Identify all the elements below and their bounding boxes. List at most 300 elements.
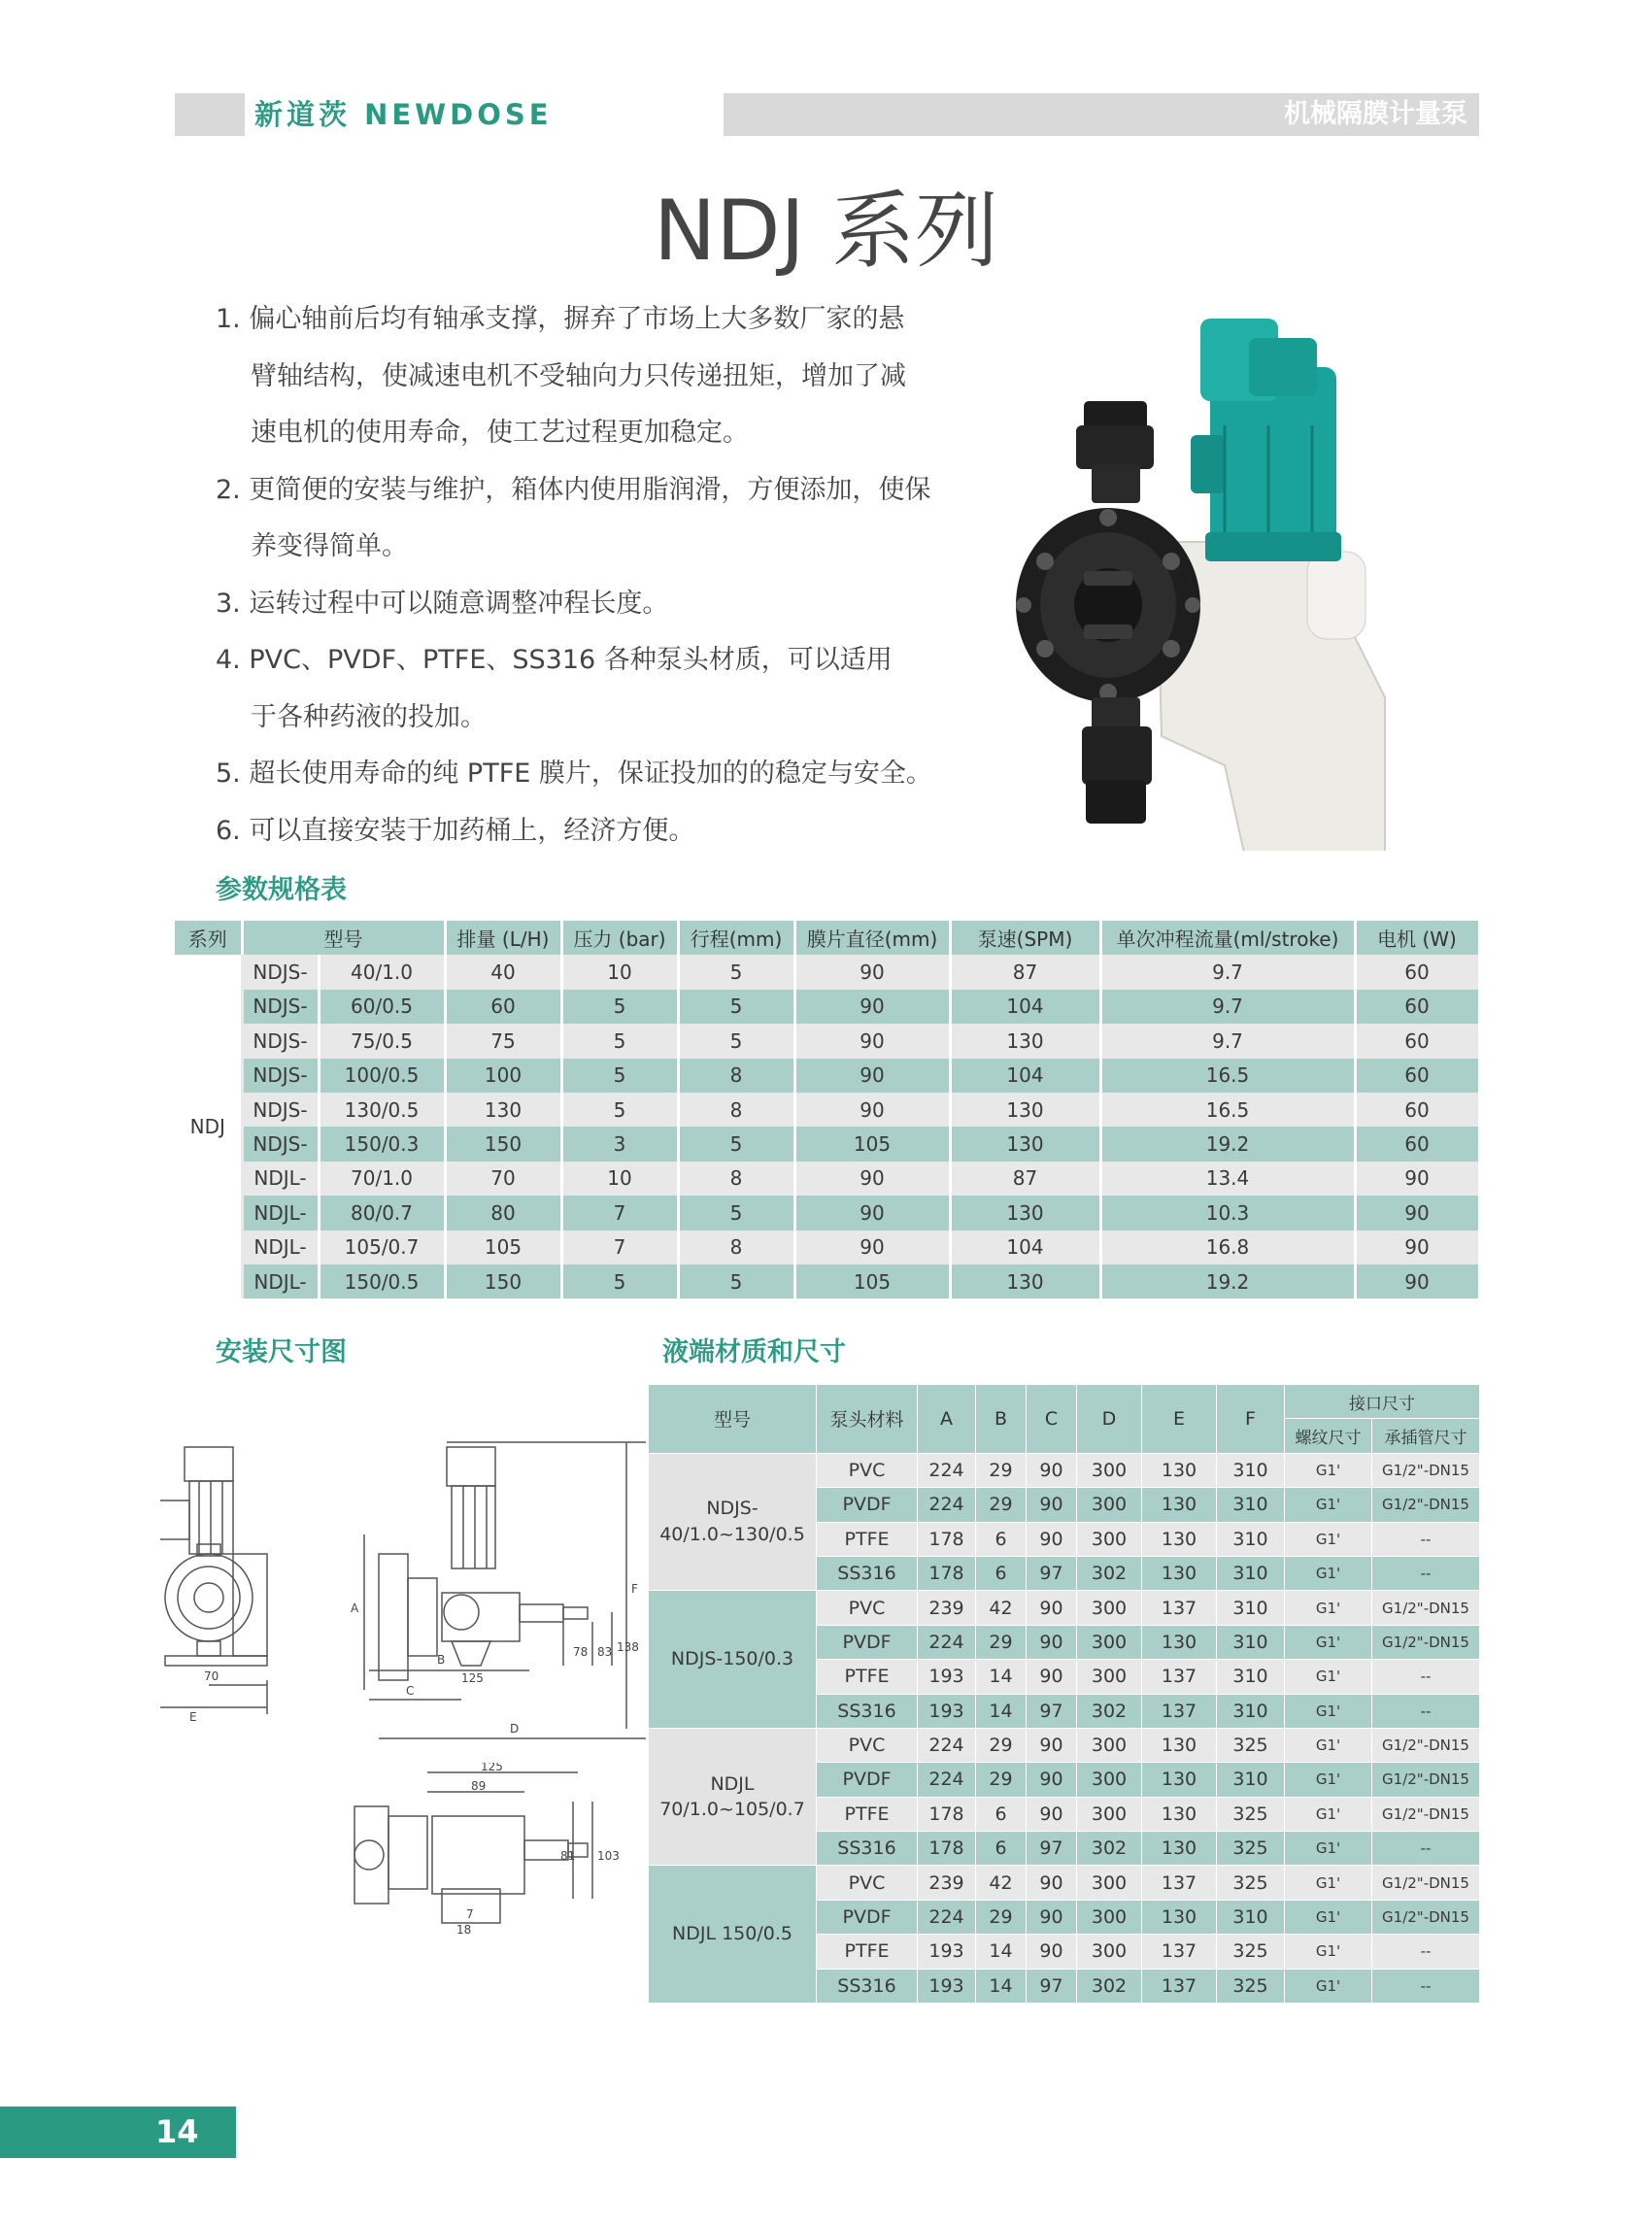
material-header-row [649, 1385, 1480, 1419]
spec-row [175, 955, 1479, 989]
table-cell: SS316 [817, 1556, 918, 1590]
table-cell: 29 [976, 1453, 1027, 1487]
table-cell: 105 [445, 1230, 561, 1264]
table-cell: 60 [1355, 1127, 1479, 1161]
table-cell: 137 [1142, 1660, 1217, 1694]
table-cell: 302 [1077, 1832, 1142, 1866]
table-cell: 150/0.5 [319, 1264, 445, 1298]
header-cell: D [1077, 1385, 1142, 1454]
table-cell: 90 [1027, 1728, 1077, 1762]
table-cell: 87 [950, 1162, 1100, 1196]
table-cell: 90 [1027, 1591, 1077, 1625]
table-cell: 137 [1142, 1866, 1217, 1900]
table-cell: 60 [445, 990, 561, 1024]
table-cell: 14 [976, 1660, 1027, 1694]
table-cell: 130 [1142, 1453, 1217, 1487]
table-cell: 90 [1027, 1797, 1077, 1831]
table-cell: 6 [976, 1522, 1027, 1556]
table-cell: 100 [445, 1059, 561, 1093]
feature-line: 5. 超长使用寿命的纯 PTFE 膜片，保证投加的的稳定与安全。 [216, 759, 932, 789]
header-cell: 压力 (bar) [561, 921, 678, 955]
model-cell: NDJL 150/0.5 [649, 1866, 817, 2004]
table-cell: -- [1372, 1556, 1480, 1590]
table-cell: 130 [1142, 1763, 1217, 1797]
table-cell: 90 [794, 1162, 950, 1196]
table-cell: 90 [794, 955, 950, 989]
header-cell: 承插管尺寸 [1372, 1419, 1480, 1453]
header-cell: 型号 [649, 1385, 817, 1454]
spec-heading: 参数规格表 [216, 875, 347, 905]
table-cell: 130 [1142, 1556, 1217, 1590]
header-cell: 螺纹尺寸 [1285, 1419, 1372, 1453]
table-cell: 302 [1077, 1694, 1142, 1728]
table-cell: G1' [1285, 1969, 1372, 2003]
table-cell: 60 [1355, 1024, 1479, 1058]
table-cell: -- [1372, 1832, 1480, 1866]
table-cell: 5 [561, 1059, 678, 1093]
table-cell: 300 [1077, 1625, 1142, 1659]
table-cell: 14 [976, 1969, 1027, 2003]
table-cell: 300 [1077, 1660, 1142, 1694]
table-cell: -- [1372, 1660, 1480, 1694]
table-cell: 137 [1142, 1935, 1217, 1969]
table-cell: 8 [678, 1093, 794, 1127]
table-cell: 80 [445, 1196, 561, 1230]
table-cell: 29 [976, 1763, 1027, 1797]
dim-label: 125 [461, 1671, 484, 1685]
category-title: 机械隔膜计量泵 [1284, 99, 1467, 129]
table-cell: 16.5 [1100, 1059, 1355, 1093]
top-view-drawing [335, 1763, 626, 1938]
header-cell: 系列 [175, 921, 242, 955]
material-row [649, 1591, 1480, 1625]
dim-label: 78 [573, 1645, 589, 1659]
table-cell: 300 [1077, 1935, 1142, 1969]
table-cell: 90 [1027, 1763, 1077, 1797]
table-cell: 5 [678, 1024, 794, 1058]
table-cell: G1' [1285, 1728, 1372, 1762]
spec-row [175, 1162, 1479, 1196]
table-cell: 193 [918, 1694, 976, 1728]
pump-product-image [1016, 309, 1388, 851]
table-cell: 150 [445, 1264, 561, 1298]
table-cell: 104 [950, 1230, 1100, 1264]
table-cell: G1/2"-DN15 [1372, 1797, 1480, 1831]
table-cell: 90 [1027, 1488, 1077, 1522]
table-cell: 300 [1077, 1453, 1142, 1487]
table-cell: 90 [794, 1230, 950, 1264]
table-cell: 14 [976, 1935, 1027, 1969]
table-cell: 325 [1217, 1866, 1285, 1900]
table-cell: 105 [794, 1264, 950, 1298]
material-heading: 液端材质和尺寸 [662, 1337, 846, 1367]
table-cell: 9.7 [1100, 990, 1355, 1024]
table-cell: G1' [1285, 1453, 1372, 1487]
brand-logo-text: 新道茨 NEWDOSE [254, 98, 553, 131]
table-cell: 42 [976, 1866, 1027, 1900]
table-cell: G1' [1285, 1625, 1372, 1659]
table-cell: -- [1372, 1522, 1480, 1556]
table-cell: 90 [1027, 1900, 1077, 1934]
table-cell: 5 [561, 1264, 678, 1298]
table-cell: 87 [950, 955, 1100, 989]
table-cell: 300 [1077, 1728, 1142, 1762]
feature-line: 6. 可以直接安装于加药桶上，经济方便。 [216, 815, 695, 846]
table-cell: 224 [918, 1728, 976, 1762]
table-cell: 130 [1142, 1522, 1217, 1556]
header-cell: 泵速(SPM) [950, 921, 1100, 955]
table-cell: 239 [918, 1591, 976, 1625]
header-cell: 电机 (W) [1355, 921, 1479, 955]
table-cell: PTFE [817, 1935, 918, 1969]
spec-row [175, 1230, 1479, 1264]
table-cell: 10 [561, 955, 678, 989]
table-cell: 90 [1355, 1264, 1479, 1298]
table-cell: 70/1.0 [319, 1162, 445, 1196]
table-cell: 325 [1217, 1797, 1285, 1831]
table-cell: PVC [817, 1453, 918, 1487]
dim-label: C [406, 1684, 415, 1698]
table-cell: 178 [918, 1832, 976, 1866]
table-cell: 40/1.0 [319, 955, 445, 989]
table-cell: NDJL- [242, 1230, 319, 1264]
table-cell: 5 [678, 1264, 794, 1298]
table-cell: G1' [1285, 1488, 1372, 1522]
table-cell: -- [1372, 1969, 1480, 2003]
dim-label: 7 [466, 1907, 474, 1921]
table-cell: 130 [1142, 1488, 1217, 1522]
install-dimension-drawing [160, 1437, 646, 1768]
page-number-bar [0, 2107, 236, 2158]
table-cell: PVDF [817, 1900, 918, 1934]
table-cell: 70 [445, 1162, 561, 1196]
table-cell: 178 [918, 1556, 976, 1590]
spec-row [175, 1127, 1479, 1161]
header-cell: F [1217, 1385, 1285, 1454]
table-cell: 130 [950, 1127, 1100, 1161]
spec-row [175, 1196, 1479, 1230]
dim-label: E [189, 1710, 197, 1724]
table-cell: 300 [1077, 1522, 1142, 1556]
header-cell: E [1142, 1385, 1217, 1454]
table-cell: 19.2 [1100, 1127, 1355, 1161]
table-cell: 150 [445, 1127, 561, 1161]
table-cell: 300 [1077, 1900, 1142, 1934]
dim-label: 89 [471, 1779, 487, 1793]
feature-item [216, 632, 1012, 746]
feature-item [216, 746, 1012, 803]
dim-label: 138 [617, 1640, 639, 1654]
table-cell: 5 [678, 990, 794, 1024]
table-cell: 224 [918, 1488, 976, 1522]
table-cell: PVC [817, 1866, 918, 1900]
feature-line: 2. 更简便的安装与维护，箱体内使用脂润滑，方便添加，使保 [216, 474, 931, 505]
table-cell: 9.7 [1100, 1024, 1355, 1058]
table-cell: 6 [976, 1556, 1027, 1590]
table-cell: NDJS- [242, 1059, 319, 1093]
table-cell: PVDF [817, 1763, 918, 1797]
table-cell: PVC [817, 1591, 918, 1625]
table-cell: 302 [1077, 1556, 1142, 1590]
table-cell: G1' [1285, 1866, 1372, 1900]
table-cell: 10.3 [1100, 1196, 1355, 1230]
table-cell: 300 [1077, 1866, 1142, 1900]
header-cell: A [918, 1385, 976, 1454]
spec-row [175, 1093, 1479, 1127]
header-cell: 单次冲程流量(ml/stroke) [1100, 921, 1355, 955]
table-cell: 6 [976, 1797, 1027, 1831]
page-number: 14 [155, 2113, 199, 2150]
table-cell: NDJL- [242, 1162, 319, 1196]
table-cell: 5 [678, 955, 794, 989]
material-table [648, 1384, 1480, 2004]
table-cell: 325 [1217, 1832, 1285, 1866]
table-cell: 90 [1027, 1866, 1077, 1900]
table-cell: PTFE [817, 1660, 918, 1694]
table-cell: G1' [1285, 1694, 1372, 1728]
table-cell: 80/0.7 [319, 1196, 445, 1230]
table-cell: 178 [918, 1522, 976, 1556]
table-cell: 90 [794, 1059, 950, 1093]
table-cell: 325 [1217, 1728, 1285, 1762]
table-cell: PVDF [817, 1488, 918, 1522]
table-cell: NDJS- [242, 1024, 319, 1058]
table-cell: G1' [1285, 1522, 1372, 1556]
table-cell: 137 [1142, 1694, 1217, 1728]
model-cell: NDJS-150/0.3 [649, 1591, 817, 1729]
table-cell: 130 [1142, 1625, 1217, 1659]
table-cell: 5 [561, 1093, 678, 1127]
table-cell: G1/2"-DN15 [1372, 1591, 1480, 1625]
feature-line: 4. PVC、PVDF、PTFE、SS316 各种泵头材质，可以适用 [216, 645, 893, 675]
table-cell: 300 [1077, 1763, 1142, 1797]
table-cell: -- [1372, 1935, 1480, 1969]
table-cell: 150/0.3 [319, 1127, 445, 1161]
table-cell: 8 [678, 1162, 794, 1196]
table-cell: 239 [918, 1866, 976, 1900]
table-cell: 29 [976, 1488, 1027, 1522]
table-cell: 193 [918, 1660, 976, 1694]
table-cell: 105 [794, 1127, 950, 1161]
table-cell: 13.4 [1100, 1162, 1355, 1196]
table-cell: 130/0.5 [319, 1093, 445, 1127]
table-cell: PVC [817, 1728, 918, 1762]
spec-header-row [175, 921, 1479, 955]
table-cell: 7 [561, 1230, 678, 1264]
table-cell: 5 [678, 1196, 794, 1230]
table-cell: 29 [976, 1625, 1027, 1659]
table-cell: 8 [678, 1059, 794, 1093]
table-cell: G1/2"-DN15 [1372, 1763, 1480, 1797]
table-cell: 130 [1142, 1728, 1217, 1762]
table-cell: 90 [794, 990, 950, 1024]
table-cell: 302 [1077, 1969, 1142, 2003]
table-cell: 16.8 [1100, 1230, 1355, 1264]
table-cell: SS316 [817, 1694, 918, 1728]
table-cell: 130 [1142, 1900, 1217, 1934]
table-cell: 137 [1142, 1591, 1217, 1625]
table-cell: 325 [1217, 1969, 1285, 2003]
table-cell: 310 [1217, 1488, 1285, 1522]
header-cell: 接口尺寸 [1285, 1385, 1480, 1419]
table-cell: 60 [1355, 955, 1479, 989]
table-cell: 97 [1027, 1969, 1077, 2003]
feature-line: 1. 偏心轴前后均有轴承支撑，摒弃了市场上大多数厂家的悬 [216, 304, 905, 334]
table-cell: NDJS- [242, 955, 319, 989]
dim-label: D [510, 1722, 520, 1736]
material-row [649, 1866, 1480, 1900]
table-cell: 325 [1217, 1935, 1285, 1969]
table-cell: 5 [561, 990, 678, 1024]
table-cell: 75/0.5 [319, 1024, 445, 1058]
table-cell: 90 [1355, 1162, 1479, 1196]
table-cell: NDJL- [242, 1196, 319, 1230]
table-cell: 60/0.5 [319, 990, 445, 1024]
table-cell: 130 [1142, 1832, 1217, 1866]
table-cell: 193 [918, 1969, 976, 2003]
header-cell: 膜片直径(mm) [794, 921, 950, 955]
table-cell: 130 [950, 1093, 1100, 1127]
table-cell: 90 [794, 1024, 950, 1058]
dim-label: F [631, 1582, 638, 1596]
table-cell: 90 [1027, 1660, 1077, 1694]
table-cell: PVDF [817, 1625, 918, 1659]
table-cell: PTFE [817, 1797, 918, 1831]
dim-label: 18 [456, 1923, 472, 1937]
table-cell: G1' [1285, 1591, 1372, 1625]
table-cell: 9.7 [1100, 955, 1355, 989]
header-cell: 行程(mm) [678, 921, 794, 955]
feature-list [216, 291, 1012, 860]
table-cell: G1' [1285, 1935, 1372, 1969]
page-title: NDJ 系列 [653, 183, 999, 280]
table-cell: PTFE [817, 1522, 918, 1556]
table-cell: 224 [918, 1900, 976, 1934]
model-cell: NDJS- 40/1.0~130/0.5 [649, 1453, 817, 1591]
dim-label: 81 [560, 1849, 576, 1863]
feature-item [216, 291, 1012, 462]
table-cell: G1' [1285, 1797, 1372, 1831]
table-cell: 5 [678, 1127, 794, 1161]
table-cell: 193 [918, 1935, 976, 1969]
table-cell: 300 [1077, 1488, 1142, 1522]
table-cell: 104 [950, 1059, 1100, 1093]
table-cell: 97 [1027, 1832, 1077, 1866]
table-cell: G1/2"-DN15 [1372, 1866, 1480, 1900]
table-cell: NDJL- [242, 1264, 319, 1298]
table-cell: 29 [976, 1728, 1027, 1762]
table-cell: 130 [445, 1093, 561, 1127]
dim-label: 70 [204, 1669, 219, 1683]
table-cell: 310 [1217, 1556, 1285, 1590]
table-cell: G1/2"-DN15 [1372, 1900, 1480, 1934]
header-cell: C [1027, 1385, 1077, 1454]
dim-label: 125 [481, 1763, 503, 1773]
table-cell: 19.2 [1100, 1264, 1355, 1298]
table-cell: 310 [1217, 1763, 1285, 1797]
table-cell: 137 [1142, 1969, 1217, 2003]
table-cell: 105/0.7 [319, 1230, 445, 1264]
feature-item [216, 462, 1012, 576]
dim-label: B [437, 1653, 446, 1667]
brand-box [245, 89, 724, 140]
table-cell: 60 [1355, 1093, 1479, 1127]
spec-table [175, 921, 1481, 1298]
table-cell: G1' [1285, 1660, 1372, 1694]
table-cell: G1/2"-DN15 [1372, 1625, 1480, 1659]
header-cell: 型号 [242, 921, 445, 955]
table-cell: 16.5 [1100, 1093, 1355, 1127]
table-cell: 224 [918, 1453, 976, 1487]
table-cell: 130 [950, 1024, 1100, 1058]
model-cell: NDJL 70/1.0~105/0.7 [649, 1728, 817, 1866]
table-cell: G1/2"-DN15 [1372, 1453, 1480, 1487]
feature-item [216, 576, 1012, 633]
table-cell: 97 [1027, 1556, 1077, 1590]
table-cell: SS316 [817, 1969, 918, 2003]
table-cell: NDJS- [242, 1127, 319, 1161]
table-cell: 90 [1027, 1522, 1077, 1556]
feature-line: 3. 运转过程中可以随意调整冲程长度。 [216, 588, 669, 619]
table-cell: 310 [1217, 1522, 1285, 1556]
table-cell: 130 [1142, 1797, 1217, 1831]
table-cell: 29 [976, 1900, 1027, 1934]
table-cell: 60 [1355, 990, 1479, 1024]
table-cell: 310 [1217, 1900, 1285, 1934]
table-cell: 7 [561, 1196, 678, 1230]
table-cell: 75 [445, 1024, 561, 1058]
table-cell: 310 [1217, 1625, 1285, 1659]
table-cell: 310 [1217, 1453, 1285, 1487]
dim-label: 83 [597, 1645, 613, 1659]
spec-row [175, 990, 1479, 1024]
series-cell: NDJ [175, 955, 242, 1298]
feature-line: 臂轴结构，使减速电机不受轴向力只传递扭矩，增加了减 [251, 360, 906, 391]
table-cell: 178 [918, 1797, 976, 1831]
install-heading: 安装尺寸图 [216, 1337, 347, 1367]
table-cell: 6 [976, 1832, 1027, 1866]
table-cell: SS316 [817, 1832, 918, 1866]
table-cell: G1/2"-DN15 [1372, 1488, 1480, 1522]
table-cell: 90 [794, 1093, 950, 1127]
feature-line: 养变得简单。 [251, 531, 408, 561]
table-cell: G1' [1285, 1763, 1372, 1797]
header-cell: 泵头材料 [817, 1385, 918, 1454]
table-cell: 60 [1355, 1059, 1479, 1093]
table-cell: G1' [1285, 1556, 1372, 1590]
feature-item [216, 803, 1012, 860]
table-cell: 5 [561, 1024, 678, 1058]
table-cell: 310 [1217, 1591, 1285, 1625]
page-header [175, 93, 1479, 136]
spec-row [175, 1059, 1479, 1093]
table-cell: NDJS- [242, 1093, 319, 1127]
table-cell: 224 [918, 1763, 976, 1797]
feature-line: 速电机的使用寿命，使工艺过程更加稳定。 [251, 418, 749, 448]
table-cell: 90 [1027, 1453, 1077, 1487]
table-cell: -- [1372, 1694, 1480, 1728]
table-cell: 10 [561, 1162, 678, 1196]
dim-label: A [351, 1601, 359, 1615]
table-cell: 130 [950, 1264, 1100, 1298]
table-cell: 90 [1027, 1935, 1077, 1969]
table-cell: 100/0.5 [319, 1059, 445, 1093]
table-cell: G1/2"-DN15 [1372, 1728, 1480, 1762]
table-cell: 300 [1077, 1797, 1142, 1831]
table-cell: NDJS- [242, 990, 319, 1024]
table-cell: 310 [1217, 1694, 1285, 1728]
table-cell: 310 [1217, 1660, 1285, 1694]
